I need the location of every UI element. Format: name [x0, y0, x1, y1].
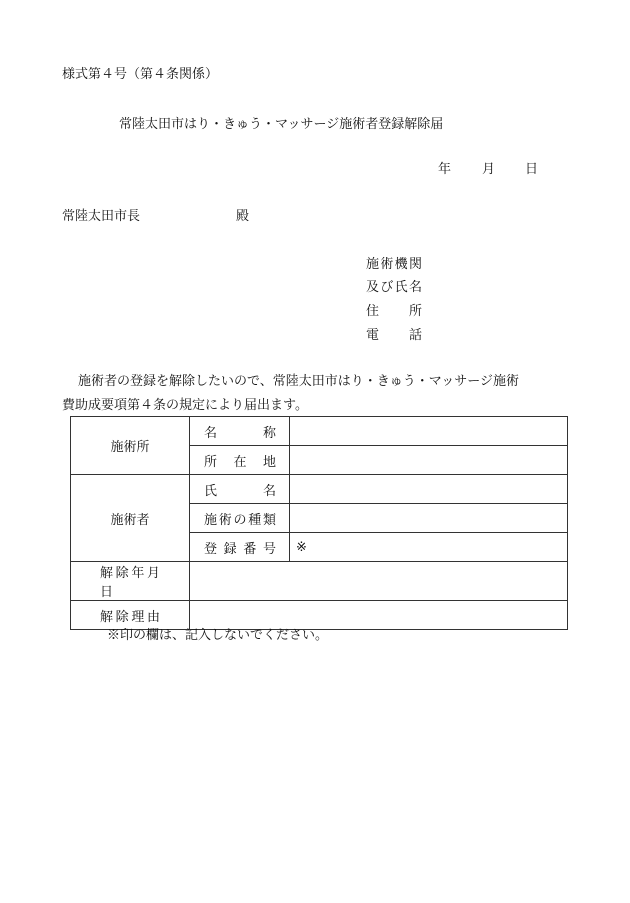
date-year-label: 年 — [438, 162, 452, 177]
practitioner-name-label-cell — [190, 475, 290, 504]
table-row — [71, 475, 568, 504]
applicant-institution-text: 施術機関 — [366, 257, 422, 272]
cancellation-reason-label-cell — [71, 601, 190, 630]
form-number: 様式第４号（第４条関係） — [62, 67, 219, 82]
cancellation-date-label-cell — [71, 562, 190, 601]
facility-location-label: 所在地 — [204, 454, 276, 470]
applicant-address-label — [366, 305, 422, 318]
body-text-line-2: 費助成要項第４条の規定により届出ます。 — [62, 398, 308, 413]
practitioner-name-label: 氏名 — [204, 483, 276, 499]
applicant-institution-label — [366, 258, 422, 271]
facility-name-label: 名称 — [204, 425, 276, 441]
facility-group-label: 施術所 — [71, 417, 190, 475]
practitioner-name-field[interactable] — [290, 475, 568, 504]
applicant-phone-label — [366, 329, 422, 342]
table-row — [71, 601, 568, 630]
cancellation-date-label: 解除年月日 — [100, 566, 160, 600]
facility-name-field[interactable] — [290, 417, 568, 446]
cancellation-date-field[interactable] — [190, 562, 568, 601]
applicant-name-text: 及び氏名 — [366, 280, 422, 295]
document-title: 常陸太田市はり・きゅう・マッサージ施術者登録解除届 — [119, 117, 444, 132]
table-row — [71, 562, 568, 601]
footnote: ※印の欄は、記入しないでください。 — [107, 628, 329, 643]
practitioner-type-label-cell — [190, 504, 290, 533]
date-day-label: 日 — [525, 162, 539, 177]
facility-location-field[interactable] — [290, 446, 568, 475]
facility-location-label-cell — [190, 446, 290, 475]
body-text-line-1: 施術者の登録を解除したいので、常陸太田市はり・きゅう・マッサージ施術 — [78, 374, 519, 389]
applicant-address-text: 住所 — [366, 304, 422, 319]
cancellation-reason-field[interactable] — [190, 601, 568, 630]
table-row — [71, 417, 568, 446]
facility-name-label-cell — [190, 417, 290, 446]
practitioner-type-field[interactable] — [290, 504, 568, 533]
registration-number-field: ※ — [290, 533, 568, 562]
cancellation-reason-label: 解除理由 — [100, 609, 160, 625]
registration-cancellation-table — [70, 416, 568, 630]
applicant-phone-text: 電話 — [366, 328, 422, 343]
registration-number-label-cell — [190, 533, 290, 562]
practitioner-group-label: 施術者 — [71, 475, 190, 562]
applicant-name-label — [366, 281, 422, 294]
date-month-label: 月 — [482, 162, 496, 177]
addressee-name: 常陸太田市長 — [62, 209, 141, 224]
practitioner-type-label: 施術の種類 — [204, 512, 276, 528]
registration-number-label: 登録番号 — [204, 541, 276, 557]
addressee-honorific: 殿 — [236, 209, 250, 224]
